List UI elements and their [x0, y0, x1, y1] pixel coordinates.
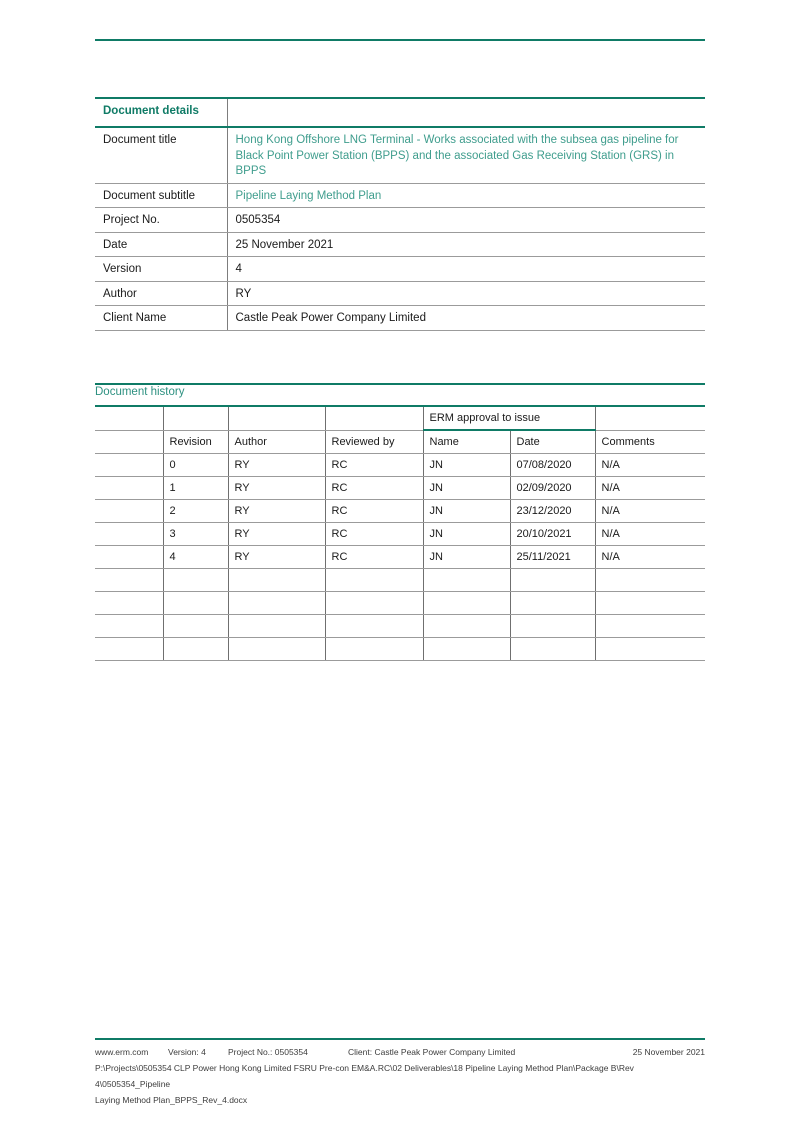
footer-project-no: Project No.: 0505354 — [228, 1047, 308, 1057]
details-header-title: Document details — [95, 98, 227, 127]
col-header-reviewed-by: Reviewed by — [325, 430, 423, 454]
details-row-date — [95, 232, 705, 257]
history-row — [95, 523, 705, 546]
cell-author: RY — [228, 477, 325, 500]
history-row — [95, 477, 705, 500]
cell-author: RY — [228, 500, 325, 523]
cell-date: 20/10/2021 — [510, 523, 595, 546]
cell-revision: 4 — [163, 546, 228, 569]
cell-name: JN — [423, 454, 510, 477]
details-label: Project No. — [95, 208, 227, 233]
details-value: 0505354 — [227, 208, 705, 233]
history-empty-row — [95, 592, 705, 615]
details-header-spacer — [227, 98, 705, 127]
details-value: 25 November 2021 — [227, 232, 705, 257]
cell-comments: N/A — [595, 500, 705, 523]
footer-date: 25 November 2021 — [632, 1047, 705, 1057]
cell-reviewed-by: RC — [325, 523, 423, 546]
details-label: Date — [95, 232, 227, 257]
cell-revision: 3 — [163, 523, 228, 546]
cell-reviewed-by: RC — [325, 477, 423, 500]
cell-comments: N/A — [595, 454, 705, 477]
document-details-table — [95, 97, 705, 331]
cell-revision: 1 — [163, 477, 228, 500]
details-value: Pipeline Laying Method Plan — [227, 183, 705, 208]
details-row-title — [95, 127, 705, 183]
details-label: Author — [95, 281, 227, 306]
footer-meta-line — [95, 1047, 705, 1059]
details-header-row — [95, 98, 705, 127]
col-header-name: Name — [423, 430, 510, 454]
cell-comments: N/A — [595, 477, 705, 500]
details-row-version — [95, 257, 705, 282]
history-row — [95, 546, 705, 569]
details-value: 4 — [227, 257, 705, 282]
footer-version: Version: 4 — [168, 1047, 206, 1057]
history-section-title: Document history — [95, 386, 185, 398]
cell-comments: N/A — [595, 546, 705, 569]
col-header-comments: Comments — [595, 430, 705, 454]
cell-date: 23/12/2020 — [510, 500, 595, 523]
details-row-subtitle — [95, 183, 705, 208]
history-row — [95, 500, 705, 523]
history-empty-row — [95, 638, 705, 661]
details-row-author — [95, 281, 705, 306]
history-section-rule — [95, 383, 705, 385]
cell-reviewed-by: RC — [325, 454, 423, 477]
cell-reviewed-by: RC — [325, 500, 423, 523]
cell-date: 25/11/2021 — [510, 546, 595, 569]
footer-file-path-line2: Laying Method Plan_BPPS_Rev_4.docx — [95, 1095, 248, 1105]
history-empty-row — [95, 569, 705, 592]
erm-approval-group-header: ERM approval to issue — [423, 406, 595, 430]
details-label: Document title — [95, 127, 227, 183]
col-header — [95, 430, 163, 454]
footer-website: www.erm.com — [95, 1047, 149, 1057]
cell-name: JN — [423, 477, 510, 500]
history-row — [95, 454, 705, 477]
details-row-client — [95, 306, 705, 331]
cell-comments: N/A — [595, 523, 705, 546]
details-label: Version — [95, 257, 227, 282]
cell-author: RY — [228, 454, 325, 477]
cell-reviewed-by: RC — [325, 546, 423, 569]
footer-client: Client: Castle Peak Power Company Limited — [348, 1047, 516, 1057]
col-header-date: Date — [510, 430, 595, 454]
history-empty-row — [95, 615, 705, 638]
cell-author: RY — [228, 546, 325, 569]
cell-revision: 2 — [163, 500, 228, 523]
history-group-header-row — [95, 406, 705, 430]
cell-date: 02/09/2020 — [510, 477, 595, 500]
details-row-project-no — [95, 208, 705, 233]
document-history-table — [95, 405, 705, 661]
cell-name: JN — [423, 546, 510, 569]
footer-rule — [95, 1038, 705, 1040]
top-rule — [95, 39, 705, 41]
cell-name: JN — [423, 523, 510, 546]
cell-author: RY — [228, 523, 325, 546]
details-label: Document subtitle — [95, 183, 227, 208]
cell-date: 07/08/2020 — [510, 454, 595, 477]
cell-name: JN — [423, 500, 510, 523]
col-header-author: Author — [228, 430, 325, 454]
details-value: RY — [227, 281, 705, 306]
cell-revision: 0 — [163, 454, 228, 477]
col-header-revision: Revision — [163, 430, 228, 454]
details-value: Castle Peak Power Company Limited — [227, 306, 705, 331]
details-value: Hong Kong Offshore LNG Terminal - Works associated with the subsea gas pipeline for Black Point Power Station (BPPS) and the associated Gas Receiving Station (GRS) in BPPS — [227, 127, 705, 183]
details-label: Client Name — [95, 306, 227, 331]
footer-file-path-line1: P:\Projects\0505354 CLP Power Hong Kong Limited FSRU Pre-con EM&A.RC\02 Deliverables\18 Pipeline Laying Method Plan\Package B\Rev 4\0505354_Pipeline — [95, 1063, 634, 1089]
history-column-header-row — [95, 430, 705, 454]
footer-file-path — [95, 1060, 705, 1108]
